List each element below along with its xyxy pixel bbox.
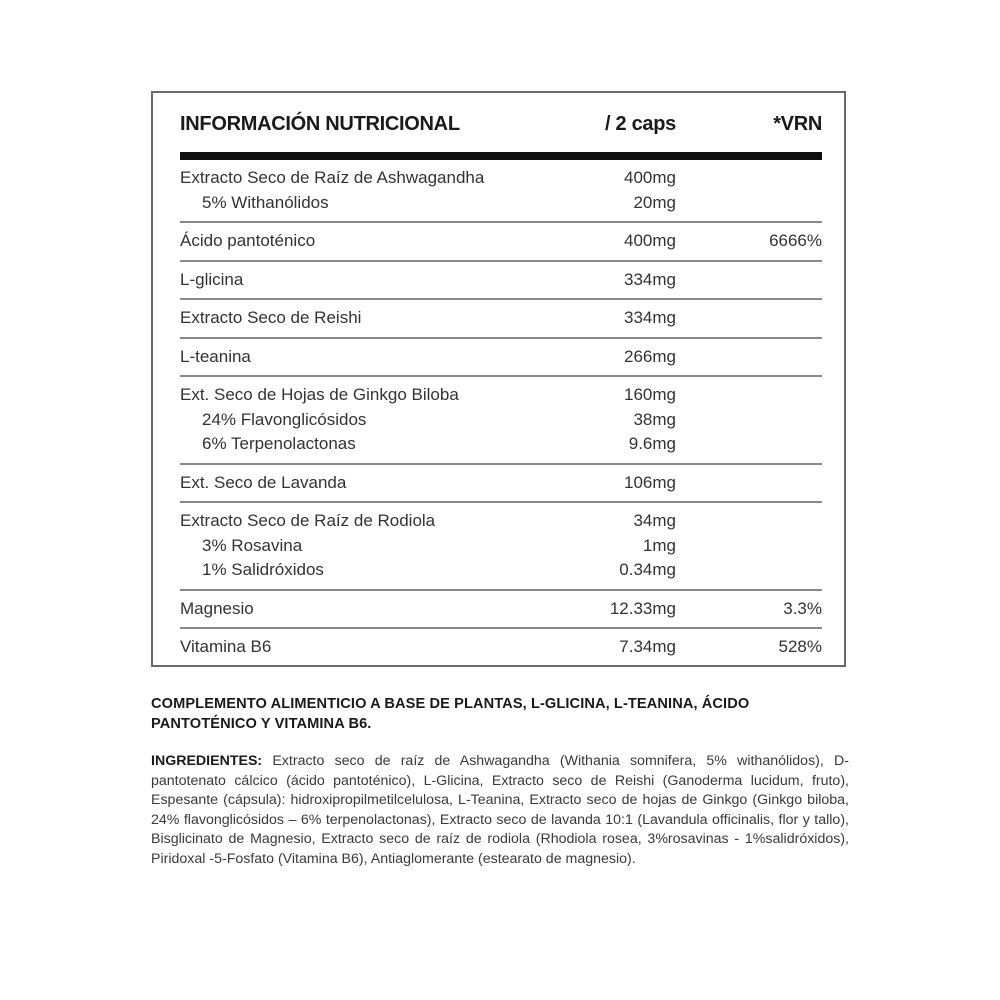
nutrient-name: L-glicina: [180, 269, 244, 289]
nutrient-amount: 400mg: [624, 231, 676, 250]
nutrient-amount: 334mg: [624, 308, 676, 327]
nutrient-group: [180, 339, 822, 378]
nutrient-name: 1% Salidróxidos: [202, 560, 324, 579]
product-description: COMPLEMENTO ALIMENTICIO A BASE DE PLANTAS, L-GLICINA, L-TEANINA, ÁCIDO PANTOTÉNICO Y VITAMINA B6.: [151, 696, 750, 732]
nutrient-row: [180, 383, 822, 408]
nutrient-amount: 1mg: [642, 535, 676, 555]
nutrient-name: Extracto Seco de Raíz de Rodiola: [180, 511, 436, 530]
nutrient-subrow: [180, 534, 822, 559]
nutrient-groups: [180, 160, 822, 666]
nutrient-row: [180, 229, 822, 254]
nutrient-name: 5% Withanólidos: [202, 192, 329, 212]
ingredients-label: INGREDIENTES:: [151, 753, 263, 769]
nutrient-name: L-teanina: [180, 346, 251, 366]
nutrient-vrn: 528%: [778, 637, 822, 656]
nutrient-name: Magnesio: [180, 598, 254, 618]
nutrient-row: [180, 471, 822, 496]
nutrient-vrn: 3.3%: [783, 598, 822, 618]
nutrient-amount: 34mg: [633, 511, 676, 530]
nutrient-name: 3% Rosavina: [202, 535, 303, 555]
table-header: [180, 93, 822, 155]
nutrient-row: [180, 635, 822, 660]
nutrient-subrow: [180, 432, 822, 457]
ingredients-paragraph: [151, 752, 849, 870]
nutrient-row: [180, 306, 822, 331]
header-vrn: *VRN: [773, 113, 822, 135]
nutrient-vrn: 6666%: [769, 231, 822, 250]
nutrient-row: [180, 268, 822, 293]
nutrient-name: Ext. Seco de Hojas de Ginkgo Biloba: [180, 385, 459, 404]
nutrient-amount: 106mg: [624, 472, 676, 492]
nutrient-group: [180, 465, 822, 504]
nutrient-row: [180, 166, 822, 191]
nutrient-name: Extracto Seco de Raíz de Ashwagandha: [180, 168, 485, 187]
nutrient-amount: 266mg: [624, 346, 676, 366]
nutrient-amount: 7.34mg: [619, 637, 676, 656]
nutrient-name: Ácido pantoténico: [180, 231, 316, 250]
header-title: INFORMACIÓN NUTRICIONAL: [180, 113, 460, 135]
nutrient-name: Ext. Seco de Lavanda: [180, 472, 347, 492]
nutrient-amount: 334mg: [624, 269, 676, 289]
nutrient-subrow: [180, 558, 822, 583]
nutrient-amount: 38mg: [633, 409, 676, 429]
nutrient-name: Vitamina B6: [180, 637, 272, 656]
nutrient-group: [180, 503, 822, 591]
nutrient-name: 24% Flavonglicósidos: [202, 409, 367, 429]
nutrient-subrow: [180, 191, 822, 216]
nutrient-group: [180, 629, 822, 666]
header-per-serving: / 2 caps: [605, 113, 676, 135]
nutrient-amount: 12.33mg: [609, 598, 676, 618]
nutrient-group: [180, 377, 822, 465]
ingredients-text: Extracto seco de raíz de Ashwagandha (Withania somnifera, 5% withanólidos), D-pantotenato cálcico (ácido pantoténico), L-Glicina, Extracto seco de Reishi (Ganoderma lucidum, fruto), Espesante (cápsula): hidroxipropilmetilcelulosa, L-Teanina, Extracto seco de hojas de Ginkgo (Ginkgo biloba, 24% flavonglicósidos – 6% terpenolactonas), Extracto seco de lavanda 10:1 (Lavandula officinalis, flor y tallo), Bisglicinato de Magnesio, Extracto seco de raíz de rodiola (Rhodiola rosea, 3%rosavinas - 1%salidróxidos), Piridoxal -5-Fosfato (Vitamina B6), Antiaglomerante (estearato de magnesio).: [151, 753, 849, 867]
nutrient-group: [180, 223, 822, 262]
nutrient-row: [180, 345, 822, 370]
nutrient-group: [180, 160, 822, 223]
nutrient-subrow: [180, 408, 822, 433]
nutrient-row: [180, 509, 822, 534]
nutrient-amount: 20mg: [633, 192, 676, 212]
nutrient-amount: 400mg: [624, 168, 676, 187]
nutrient-amount: 0.34mg: [619, 560, 676, 579]
nutrient-group: [180, 262, 822, 301]
nutrition-facts-panel: [151, 91, 846, 667]
nutrient-group: [180, 591, 822, 630]
nutrition-table: [180, 93, 822, 666]
nutrient-name: Extracto Seco de Reishi: [180, 308, 362, 327]
nutrient-amount: 9.6mg: [628, 434, 676, 453]
nutrient-row: [180, 597, 822, 622]
nutrient-amount: 160mg: [624, 385, 676, 404]
nutrient-name: 6% Terpenolactonas: [202, 434, 356, 453]
nutrient-group: [180, 300, 822, 339]
